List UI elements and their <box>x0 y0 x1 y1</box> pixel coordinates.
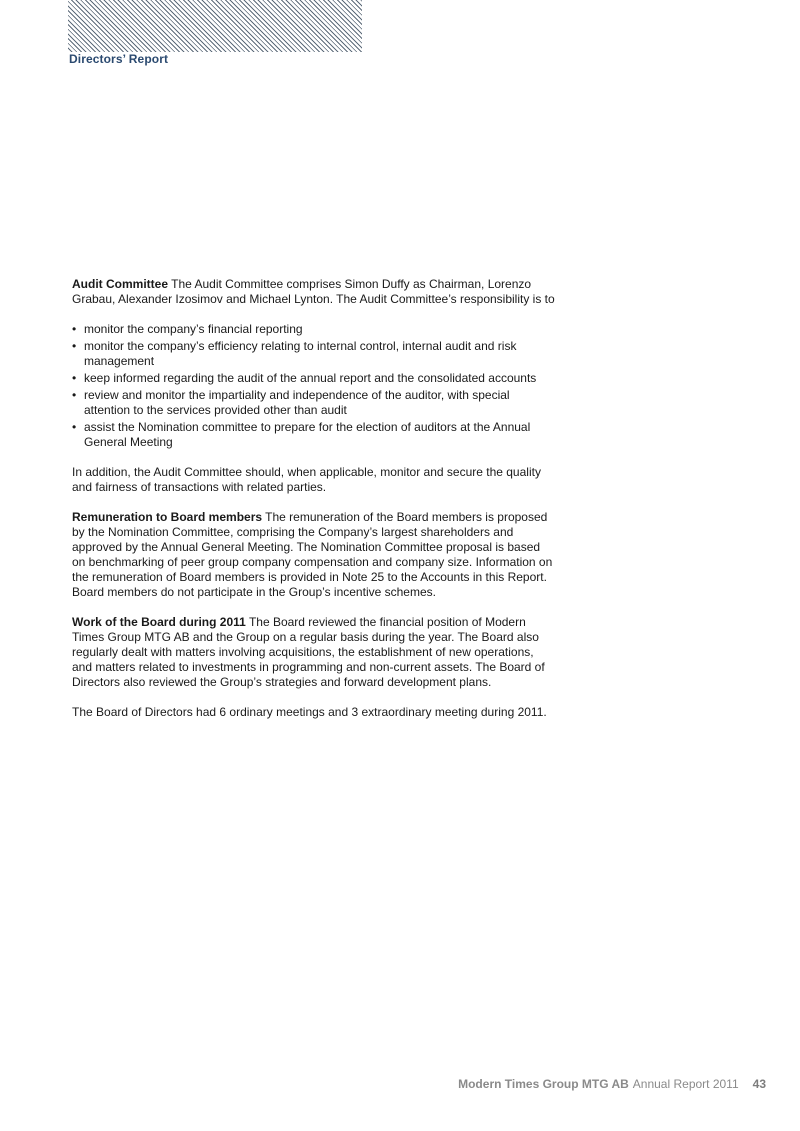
bullet-icon: • <box>72 420 77 434</box>
page-footer <box>458 1077 766 1091</box>
bullet-text: keep informed regarding the audit of the annual report and the consolidated accounts <box>84 371 537 385</box>
work-of-board-text: The Board reviewed the financial position of Modern Times Group MTG AB and the Group on a regular basis during the year. The Board also regularly dealt with matters involving acquisitions, the establishment of new operations, and matters related to investments in programming and non-current assets. The Board of Directors also reviewed the Group’s strategies and forward development plans. <box>72 615 545 689</box>
list-item <box>72 322 556 337</box>
bullet-icon: • <box>72 322 77 336</box>
remuneration-paragraph <box>72 510 556 600</box>
footer-company: Modern Times Group MTG AB <box>458 1077 629 1091</box>
work-of-board-paragraph <box>72 615 556 690</box>
audit-committee-intro: The Audit Committee comprises Simon Duffy as Chairman, Lorenzo Grabau, Alexander Izosimov and Michael Lynton. The Audit Committee’s responsibility is to <box>72 277 555 306</box>
list-item <box>72 388 556 418</box>
footer-report-title: Annual Report 2011 <box>632 1077 739 1091</box>
list-item <box>72 420 556 450</box>
bullet-text: review and monitor the impartiality and independence of the auditor, with special attention to the services provided other than audit <box>84 388 510 417</box>
bullet-text: assist the Nomination committee to prepare for the election of auditors at the Annual General Meeting <box>84 420 531 449</box>
header-hatch-pattern <box>68 0 362 52</box>
report-body <box>72 277 556 735</box>
bullet-icon: • <box>72 388 77 402</box>
audit-committee-closing: In addition, the Audit Committee should, when applicable, monitor and secure the quality and fairness of transactions with related parties. <box>72 465 541 494</box>
audit-committee-heading: Audit Committee <box>72 277 168 291</box>
meetings-paragraph: The Board of Directors had 6 ordinary meetings and 3 extraordinary meeting during 2011. <box>72 705 547 719</box>
section-title: Directors’ Report <box>69 52 169 66</box>
remuneration-text: The remuneration of the Board members is proposed by the Nomination Committee, comprising the Company’s largest shareholders and approved by the Annual General Meeting. The Nomination Committee proposal is based on benchmarking of peer group company compensation and company size. Information on the remuneration of Board members is provided in Note 25 to the Accounts in this Report. Board members do not participate in the Group’s incentive schemes. <box>72 510 553 599</box>
bullet-icon: • <box>72 371 77 385</box>
bullet-text: monitor the company’s financial reporting <box>84 322 303 336</box>
audit-committee-responsibilities <box>72 322 556 450</box>
bullet-text: monitor the company’s efficiency relating to internal control, internal audit and risk management <box>84 339 517 368</box>
audit-committee-paragraph <box>72 277 556 307</box>
remuneration-heading: Remuneration to Board members <box>72 510 263 524</box>
list-item <box>72 371 556 386</box>
page-number: 43 <box>752 1077 766 1091</box>
list-item <box>72 339 556 369</box>
bullet-icon: • <box>72 339 77 353</box>
work-of-board-heading: Work of the Board during 2011 <box>72 615 246 629</box>
